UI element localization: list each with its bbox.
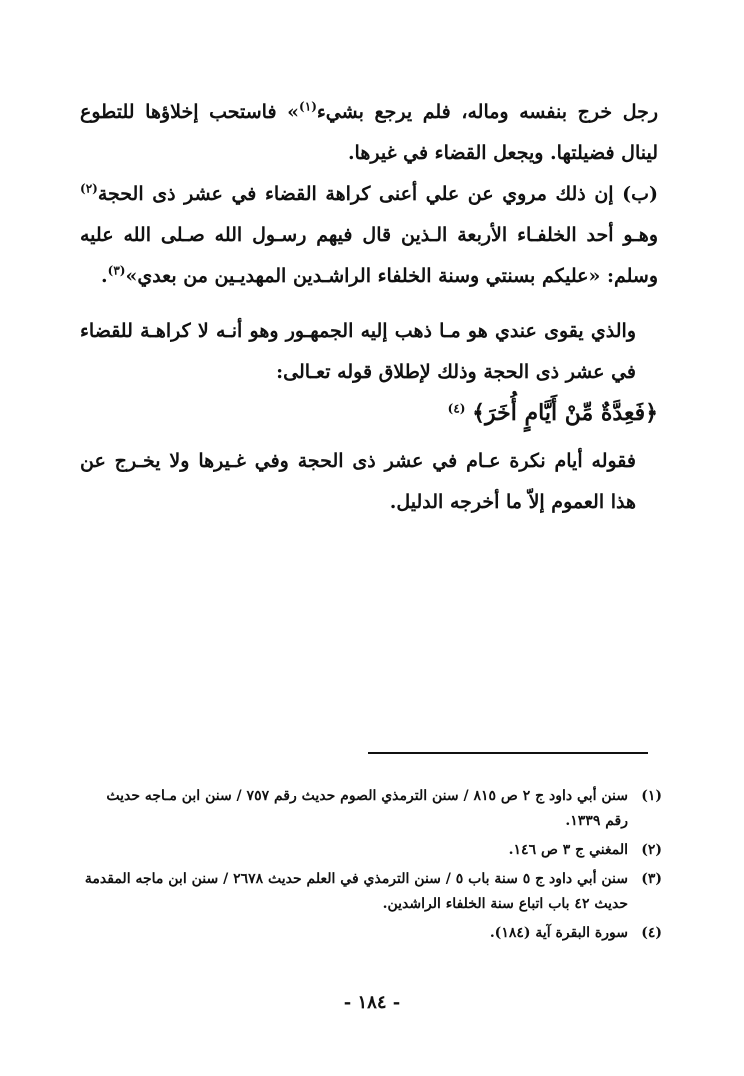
- p1-text-end: » فاستحب إخلاؤها للتطوع لينال فضيلتها. ويجعل القضاء في غيرها.: [80, 101, 658, 164]
- footnotes: [80, 784, 662, 950]
- footnote-number: (٢): [641, 842, 662, 858]
- footnote-item: [80, 921, 662, 946]
- footnote-item: [80, 838, 662, 863]
- footnote-item: [80, 867, 662, 917]
- paragraph-1: [80, 92, 658, 174]
- footnote-ref-1: (١): [299, 99, 317, 114]
- quran-verse: ﴿فَعِدَّةٌ مِّنْ أَيَّامٍ أُخَرَ﴾: [472, 400, 658, 426]
- footnote-number: (٣): [641, 871, 662, 887]
- p4-text: فقوله أيام نكرة عـام في عشر ذى الحجة وفي غـيرها ولا يخـرج عن هذا العموم إلاّ ما أخرجه الدليل.: [80, 450, 636, 513]
- footnote-ref-3: (٣): [107, 263, 126, 278]
- paragraph-4: [80, 441, 658, 523]
- paragraph-2: [80, 174, 658, 297]
- footnote-item: [80, 784, 662, 834]
- main-text: [80, 92, 658, 523]
- footnote-text: سورة البقرة آية (١٨٤).: [489, 925, 628, 941]
- footnote-divider: [368, 752, 648, 754]
- footnote-text: سنن أبي داود ج ٥ سنة باب ٥ / سنن الترمذي في العلم حديث ٢٦٧٨ / سنن ابن ماجه المقدمة حديث ٤٢ باب اتباع سنة الخلفاء الراشدين.: [84, 871, 628, 912]
- footnote-number: (١): [641, 788, 662, 804]
- paragraph-3: [80, 311, 658, 393]
- page-number: - ١٨٤ -: [343, 992, 401, 1013]
- quran-verse-line: [80, 393, 658, 435]
- footnote-ref-2: (٢): [80, 181, 98, 196]
- p1-text: رجل خرج بنفسه وماله، فلم يرجع بشيء: [316, 101, 658, 123]
- footnote-ref-4: (٤): [447, 401, 466, 416]
- footnote-text: سنن أبي داود ج ٢ ص ٨١٥ / سنن الترمذي الصوم حديث رقم ٧٥٧ / سنن ابن مـاجه حديث رقم ١٣٣٩.: [106, 788, 628, 829]
- p2-text-rest: وهـو أحد الخلفـاء الأربعة الـذين قال فيهم رسـول الله صـلى الله عليه وسلم: «عليكم بسنتي وسنة الخلفاء الراشـدين المهديـين من بعدي»: [80, 224, 658, 287]
- footnote-text: المغني ج ٣ ص ١٤٦.: [508, 842, 628, 858]
- p3-text: والذي يقوى عندي هو مـا ذهب إليه الجمهـور وهو أنـه لا كراهـة للقضاء في عشر ذى الحجة وذلك لإطلاق قوله تعـالى:: [80, 320, 636, 383]
- p2-text-start: (ب) إن ذلك مروي عن علي أعنى كراهة القضاء في عشر ذى الحجة: [97, 183, 658, 205]
- footnote-number: (٤): [641, 925, 662, 941]
- p2-text-end: .: [101, 265, 108, 287]
